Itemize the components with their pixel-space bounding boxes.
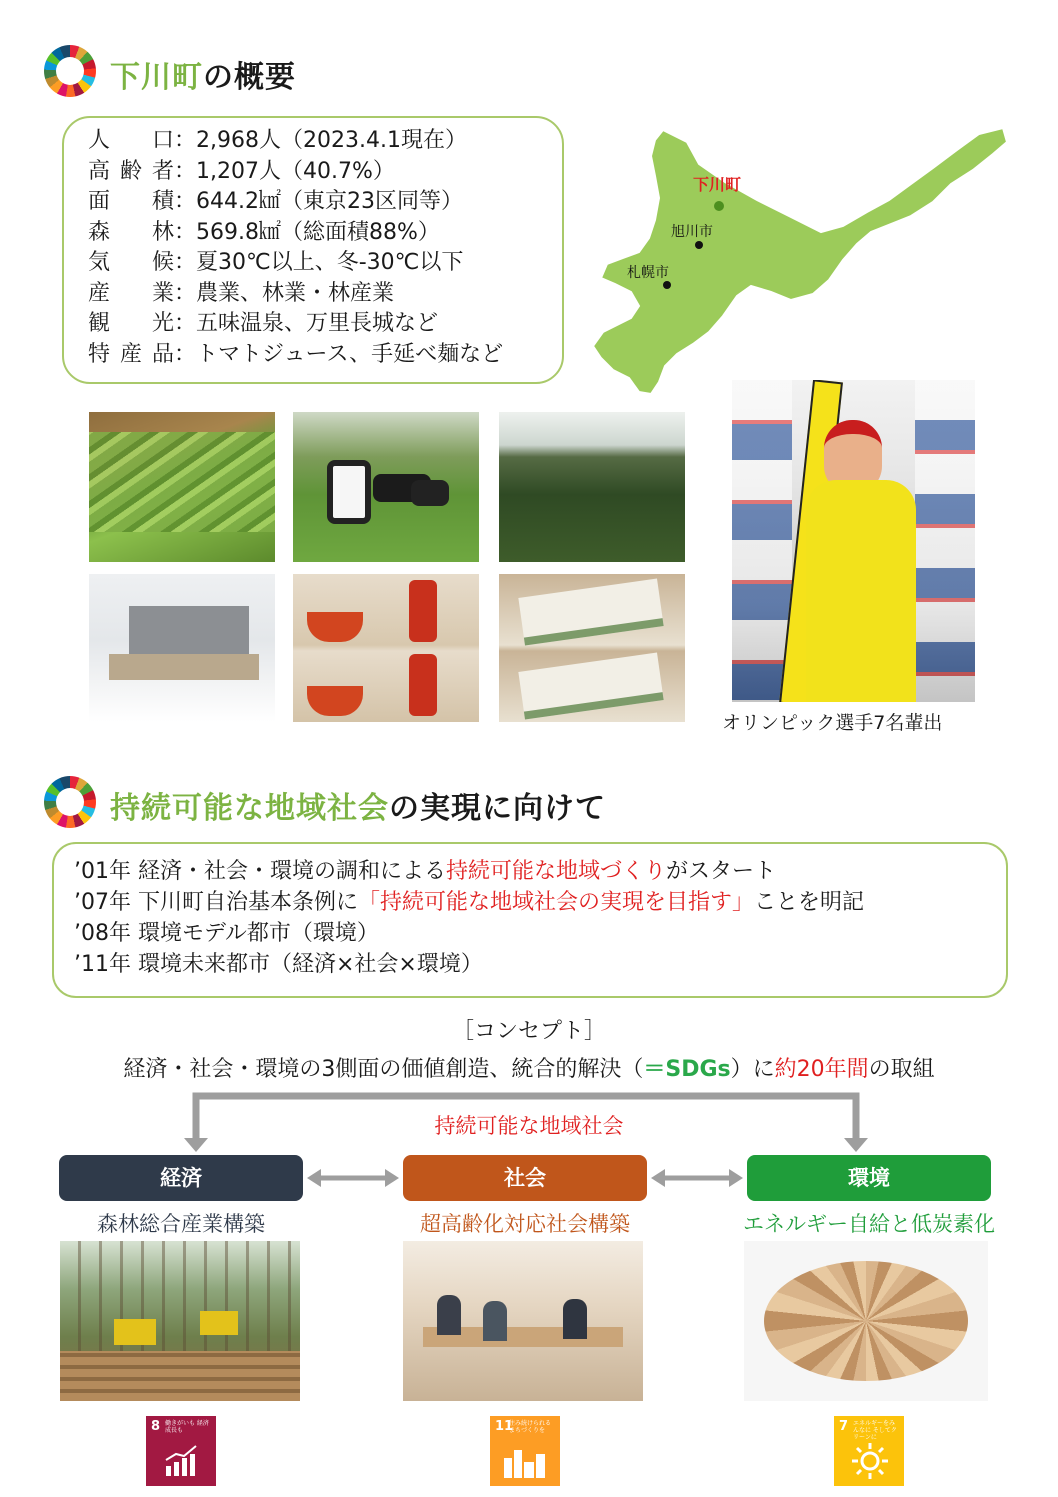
double-arrow-icon	[649, 1166, 745, 1190]
hokkaido-land-shape	[593, 128, 1007, 394]
pillar-environment-desc: エネルギー自給と低炭素化	[743, 1212, 995, 1236]
cows-pasture-photo	[293, 412, 479, 562]
shimokawa-marker	[714, 201, 724, 211]
athlete-caption: オリンピック選手7名輩出	[722, 712, 943, 734]
fact-row: 高齢者：1,207人（40.7%）	[88, 158, 395, 184]
fact-row: 観光：五味温泉、万里長城など	[88, 311, 439, 336]
wood-chips-shape	[764, 1261, 968, 1381]
timeline-item: ’01年 経済・社会・環境の調和による持続可能な地域づくりがスタート	[74, 859, 777, 884]
center-label: 持続可能な地域社会	[434, 1114, 624, 1138]
double-arrow-icon	[305, 1166, 401, 1190]
sun-power-icon	[851, 1442, 889, 1480]
excavator-shape	[200, 1311, 238, 1335]
sdg-8-icon: 8 働きがいも 経済成長も	[146, 1416, 216, 1486]
concept-title: ［コンセプト］	[451, 1019, 606, 1044]
pillar-society-desc: 超高齢化対応社会構築	[420, 1212, 630, 1236]
athlete-suit-shape	[806, 480, 916, 702]
person-shape	[483, 1301, 507, 1341]
fact-row: 特産品：トマトジュース、手延べ麺など	[88, 341, 504, 367]
timeline-box	[52, 842, 1008, 998]
community-center-photo	[403, 1241, 643, 1401]
timeline-item: ’07年 下川町自治基本条例に「持続可能な地域社会の実現を目指す」ことを明記	[74, 890, 865, 915]
facts-list	[88, 126, 503, 370]
ski-jumper-photo	[732, 380, 975, 702]
stone-wall-shape	[109, 654, 259, 680]
forest-photo	[499, 412, 685, 562]
sponsor-board-shape	[915, 380, 975, 702]
sdg-7-icon: 7 エネルギーをみんなに そしてクリーンに	[834, 1416, 904, 1486]
fact-row: 人口：2,968人（2023.4.1現在）	[88, 128, 467, 153]
arrow-down-icon	[844, 1138, 868, 1152]
juice-bottle-shape	[409, 654, 437, 716]
sapporo-marker	[663, 281, 671, 289]
map-label-asahikawa: 旭川市	[671, 224, 713, 240]
noodle-pack-shape	[518, 652, 663, 719]
tomato-juice-photo	[293, 574, 479, 722]
sdgs-wheel-icon	[44, 45, 96, 97]
asparagus-photo	[89, 412, 275, 562]
sdgs-wheel-icon	[44, 776, 96, 828]
city-buildings-icon	[502, 1444, 548, 1478]
asahikawa-marker	[695, 241, 703, 249]
section1-title: 下川町の概要	[110, 60, 296, 95]
noodles-package-photo	[499, 574, 685, 722]
fact-row: 森林：569.8㎢（総面積88%）	[88, 219, 440, 245]
hokkaido-map	[575, 120, 1015, 405]
fact-row: 気候：夏30℃以上、冬-30℃以下	[88, 250, 464, 275]
sponsor-board-shape	[732, 380, 792, 702]
noodle-pack-shape	[518, 578, 663, 645]
sdg-11-icon: 11 住み続けられる まちづくりを	[490, 1416, 560, 1486]
timeline-item: ’11年 環境未来都市（経済×社会×環境）	[74, 952, 483, 977]
winter-building-photo	[89, 574, 275, 722]
map-label-sapporo: 札幌市	[627, 265, 669, 281]
tree-trunks-shape	[60, 1241, 300, 1351]
person-shape	[437, 1295, 461, 1335]
fact-row: 産業：農業、林業・林産業	[88, 280, 395, 306]
juice-bottle-shape	[409, 580, 437, 642]
juice-glass-shape	[307, 686, 363, 716]
growth-chart-icon	[164, 1444, 200, 1478]
concept-line: 経済・社会・環境の3側面の価値創造、統合的解決（＝SDGs）に約20年間の取組	[123, 1057, 935, 1082]
pillar-environment: 環境	[747, 1155, 991, 1201]
timeline-list	[74, 856, 864, 980]
overview-facts-box	[62, 116, 564, 384]
person-shape	[563, 1299, 587, 1339]
section2-title: 持続可能な地域社会の実現に向けて	[110, 791, 606, 826]
forestry-machinery-photo	[60, 1241, 300, 1401]
cow-shape	[327, 460, 371, 524]
timeline-item: ’08年 環境モデル都市（環境）	[74, 921, 379, 946]
juice-glass-shape	[307, 612, 363, 642]
arrow-down-icon	[184, 1138, 208, 1152]
pillar-economy: 経済	[59, 1155, 303, 1201]
map-label-shimokawa: 下川町	[693, 175, 742, 194]
log-pile-shape	[60, 1351, 300, 1401]
pillar-economy-desc: 森林総合産業構築	[97, 1212, 265, 1236]
wood-chips-photo	[744, 1241, 988, 1401]
cow-shape	[411, 480, 449, 506]
pillar-society: 社会	[403, 1155, 647, 1201]
excavator-shape	[114, 1319, 156, 1345]
fact-row: 面積：644.2㎢（東京23区同等）	[88, 189, 463, 214]
